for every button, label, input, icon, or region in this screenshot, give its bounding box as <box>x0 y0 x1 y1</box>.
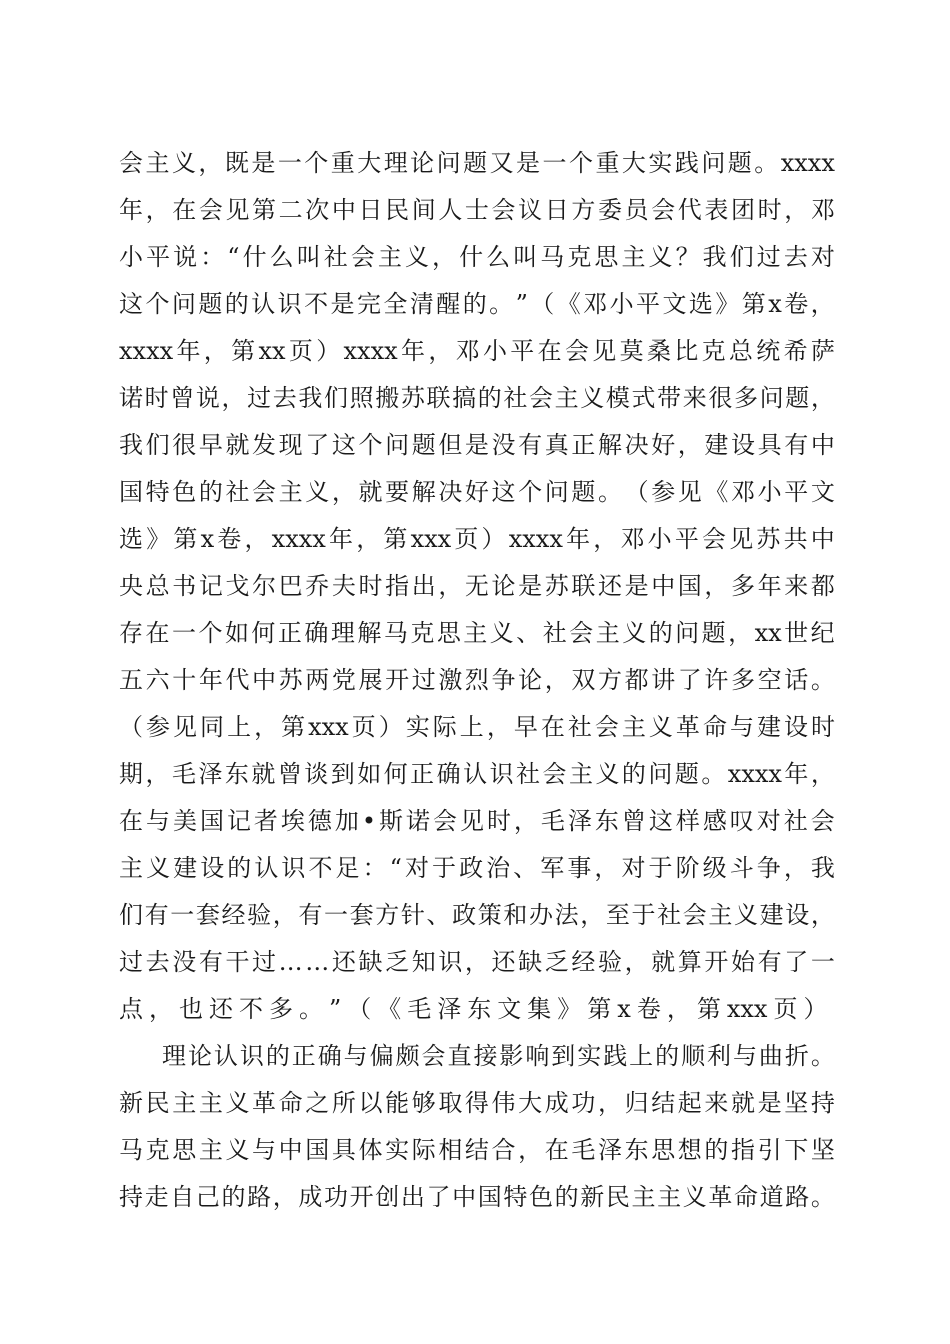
text-line: 过 去 没 有 干 过 … … 还 缺 乏 知 识 ， 还 缺 乏 经 验 ， 就 算 开 始 有 了 一 <box>119 948 835 976</box>
text-line: 马 克 思 主 义 与 中 国 具 体 实 际 相 结 合 ， 在 毛 泽 东 思 想 的 指 引 下 坚 <box>119 1136 835 1164</box>
text-line: 期 ， 毛 泽 东 就 曾 谈 到 如 何 正 确 认 识 社 会 主 义 的 问 题 。 xxxx 年 ， <box>119 760 835 788</box>
body-text <box>119 140 835 1221</box>
text-line: 选 》 第 x 卷 ， xxxx 年 ， 第 xxx 页 ） xxxx 年 ， 邓 小 平 会 见 苏 共 中 <box>119 525 835 553</box>
text-line: 年 ， 在 会 见 第 二 次 中 日 民 间 人 士 会 议 日 方 委 员 会 代 表 团 时 ， 邓 <box>119 196 835 224</box>
text-line: 主 义 建 设 的 认 识 不 足 ： “ 对 于 政 治 、 军 事 ， 对 于 阶 级 斗 争 ， 我 <box>119 854 835 882</box>
text-line: xxxx 年 ， 第 xx 页 ） xxxx 年 ， 邓 小 平 在 会 见 莫 桑 比 克 总 统 希 萨 <box>119 337 835 365</box>
text-line: 新 民 主 主 义 革 命 之 所 以 能 够 取 得 伟 大 成 功 ， 归 结 起 来 就 是 坚 持 <box>119 1089 835 1117</box>
text-line: 会 主 义 ， 既 是 一 个 重 大 理 论 问 题 又 是 一 个 重 大 实 践 问 题 。 xxxx <box>119 149 835 177</box>
text-line: 国 特 色 的 社 会 主 义 ， 就 要 解 决 好 这 个 问 题 。 （ 参 见 《 邓 小 平 文 <box>119 478 835 506</box>
text-line: 五 六 十 年 代 中 苏 两 党 展 开 过 激 烈 争 论 ， 双 方 都 讲 了 许 多 空 话 。 <box>119 666 835 694</box>
text-line: 点 ， 也 还 不 多 。 ” （ 《 毛 泽 东 文 集 》 第 x 卷 ， 第 xxx 页 ） <box>119 995 828 1023</box>
text-line: 持 走 自 己 的 路 ， 成 功 开 创 出 了 中 国 特 色 的 新 民 主 主 义 革 命 道 路 。 <box>119 1183 835 1211</box>
paragraph-first-line: 理 论 认 识 的 正 确 与 偏 颇 会 直 接 影 响 到 实 践 上 的 顺 利 与 曲 折 。 <box>162 1042 835 1070</box>
text-line: 我 们 很 早 就 发 现 了 这 个 问 题 但 是 没 有 真 正 解 决 好 ， 建 设 具 有 中 <box>119 431 835 459</box>
text-line: 小 平 说 ： “ 什 么 叫 社 会 主 义 ， 什 么 叫 马 克 思 主 义 ？ 我 们 过 去 对 <box>119 243 835 271</box>
text-line: 在 与 美 国 记 者 埃 德 加 • 斯 诺 会 见 时 ， 毛 泽 东 曾 这 样 感 叹 对 社 会 <box>119 807 835 835</box>
text-line: 们 有 一 套 经 验 ， 有 一 套 方 针 、 政 策 和 办 法 ， 至 于 社 会 主 义 建 设 ， <box>119 901 835 929</box>
text-line: 央 总 书 记 戈 尔 巴 乔 夫 时 指 出 ， 无 论 是 苏 联 还 是 中 国 ， 多 年 来 都 <box>119 572 835 600</box>
text-line: 这 个 问 题 的 认 识 不 是 完 全 清 醒 的 。 ” （ 《 邓 小 平 文 选 》 第 x 卷 ， <box>119 290 835 318</box>
text-line: 存 在 一 个 如 何 正 确 理 解 马 克 思 主 义 、 社 会 主 义 的 问 题 ， xx 世 纪 <box>119 619 835 647</box>
text-line: （ 参 见 同 上 ， 第 xxx 页 ） 实 际 上 ， 早 在 社 会 主 义 革 命 与 建 设 时 <box>119 713 835 741</box>
text-line: 诺 时 曾 说 ， 过 去 我 们 照 搬 苏 联 搞 的 社 会 主 义 模 式 带 来 很 多 问 题 ， <box>119 384 835 412</box>
